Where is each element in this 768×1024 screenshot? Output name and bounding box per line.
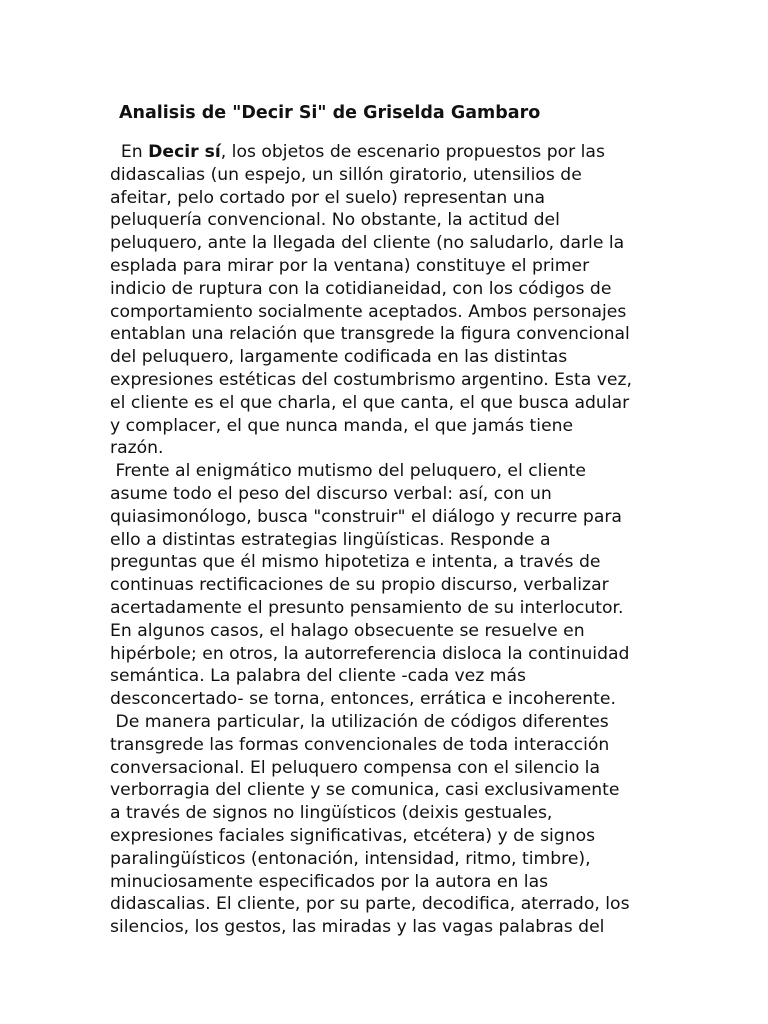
- text-line: preguntas que él mismo hipotetiza e intenta, a través de: [110, 552, 601, 573]
- text-line: del peluquero, largamente codificada en las distintas: [110, 347, 568, 368]
- document-body: [110, 141, 670, 939]
- text-line: verborragia del cliente y se comunica, casi exclusivamente: [110, 780, 620, 801]
- text-line: comportamiento socialmente aceptados. Ambos personajes: [110, 301, 627, 322]
- text-line: acertadamente el presunto pensamiento de su interlocutor.: [110, 597, 624, 618]
- text-line: afeitar, pelo cortado por el suelo) representan una: [110, 187, 546, 208]
- text-line: esplada para mirar por la ventana) constituye el primer: [110, 255, 590, 276]
- text-line: En algunos casos, el halago obsecuente se resuelve en: [110, 620, 585, 641]
- text-line: conversacional. El peluquero compensa con el silencio la: [110, 757, 600, 778]
- text-line: hipérbole; en otros, la autorreferencia disloca la continuidad: [110, 643, 630, 664]
- text-line: Frente al enigmático mutismo del peluquero, el cliente: [110, 461, 586, 482]
- text-line: expresiones faciales significativas, etcétera) y de signos: [110, 825, 596, 846]
- text-line: didascalias. El cliente, por su parte, decodifica, aterrado, los: [110, 894, 630, 915]
- text-line: semántica. La palabra del cliente -cada vez más: [110, 666, 526, 687]
- text-line: entablan una relación que transgrede la figura convencional: [110, 324, 630, 345]
- text-line: [110, 141, 670, 164]
- text-line: razón.: [110, 438, 164, 459]
- text-line: desconcertado- se torna, entonces, errática e incoherente.: [110, 689, 616, 710]
- text-line: minuciosamente especificados por la autora en las: [110, 871, 549, 892]
- text-line: indicio de ruptura con la cotidianeidad, con los códigos de: [110, 278, 612, 299]
- text-line: expresiones estéticas del costumbrismo argentino. Esta vez,: [110, 369, 632, 390]
- text-line: transgrede las formas convencionales de toda interacción: [110, 734, 610, 755]
- text-line: continuas rectificaciones de su propio discurso, verbalizar: [110, 575, 609, 596]
- document-title: Analisis de "Decir Si" de Griselda Gambaro: [119, 103, 541, 123]
- play-title-emphasis: Decir sí: [148, 142, 221, 162]
- text-line: didascalias (un espejo, un sillón giratorio, utensilios de: [110, 164, 582, 185]
- text-line-segment: , los objetos de escenario propuestos por las: [220, 142, 605, 162]
- text-line: y complacer, el que nunca manda, el que jamás tiene: [110, 415, 574, 436]
- text-line: De manera particular, la utilización de códigos diferentes: [110, 711, 609, 732]
- text-line: el cliente es el que charla, el que canta, el que busca adular: [110, 392, 630, 413]
- text-line: paralingüísticos (entonación, intensidad, ritmo, timbre),: [110, 848, 591, 869]
- text-line: peluquero, ante la llegada del cliente (no saludarlo, darle la: [110, 233, 625, 254]
- text-line: ello a distintas estrategias lingüísticas. Responde a: [110, 529, 551, 550]
- text-line: quiasimonólogo, busca "construir" el diálogo y recurre para: [110, 506, 622, 527]
- text-line: silencios, los gestos, las miradas y las vagas palabras del: [110, 917, 605, 938]
- text-line: asume todo el peso del discurso verbal: así, con un: [110, 483, 552, 504]
- text-line: peluquería convencional. No obstante, la actitud del: [110, 210, 560, 231]
- text-line: a través de signos no lingüísticos (deixis gestuales,: [110, 803, 553, 824]
- text-line-segment: En: [110, 142, 149, 162]
